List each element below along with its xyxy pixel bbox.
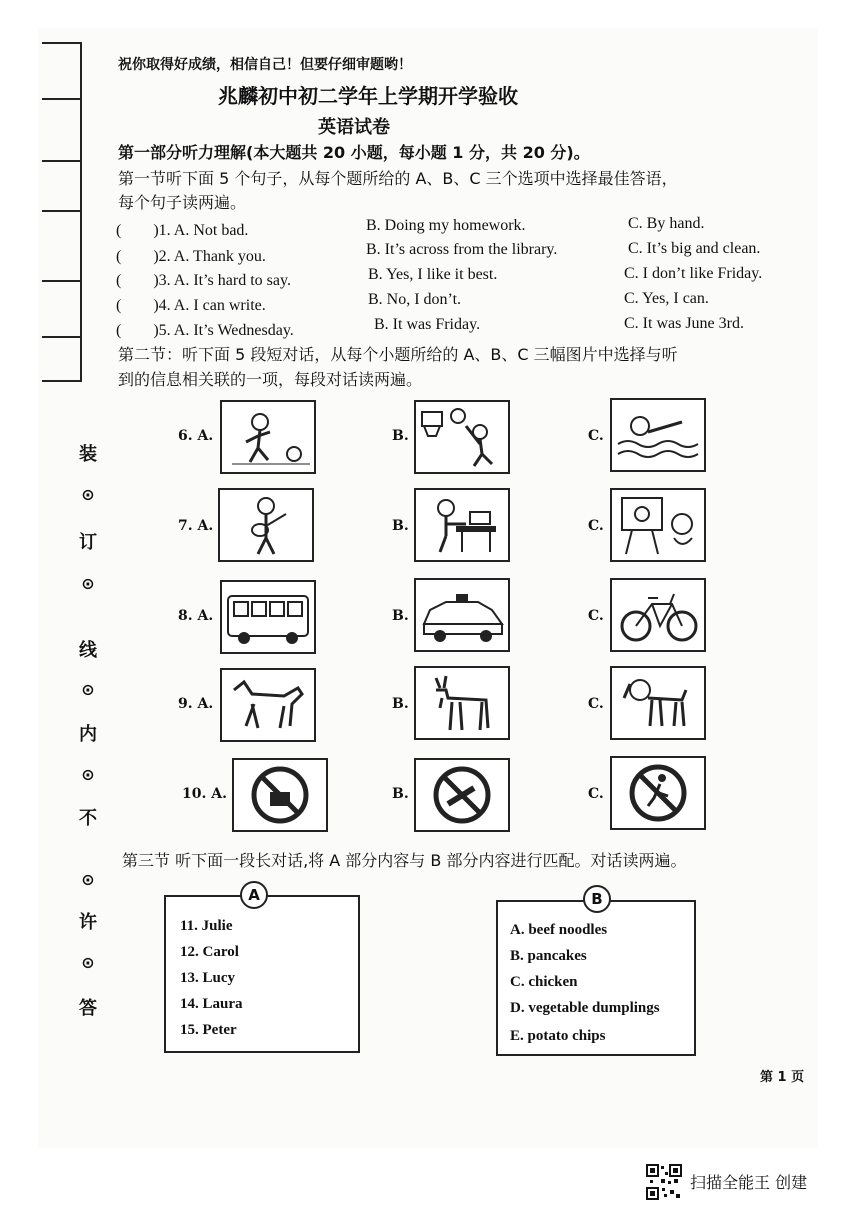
food-item: B. pancakes bbox=[510, 948, 587, 964]
swimming-icon bbox=[610, 398, 706, 472]
picture-label: 8. A. bbox=[178, 608, 214, 624]
scanner-credit: 扫描全能王 创建 bbox=[690, 1173, 808, 1192]
car-icon bbox=[414, 578, 510, 652]
question-3-option-b: B. Yes, I like it best. bbox=[368, 266, 498, 283]
binding-circle: ⊙ bbox=[81, 765, 95, 784]
binding-circle: ⊙ bbox=[81, 680, 95, 699]
section2-instruction: 到的信息相关联的一项，每段对话读两遍。 bbox=[118, 370, 423, 389]
girl-playing-football-icon bbox=[220, 400, 316, 474]
subject-title: 英语试卷 bbox=[318, 117, 390, 138]
question-4-option-c: C. Yes, I can. bbox=[624, 290, 709, 307]
seal-divider bbox=[42, 98, 80, 100]
binding-circle: ⊙ bbox=[81, 870, 95, 889]
dog-icon bbox=[610, 666, 706, 740]
question-2-option-b: B. It’s across from the library. bbox=[366, 241, 558, 258]
question-5-option-a: ( )5. A. It’s Wednesday. bbox=[116, 322, 294, 339]
picture-label: 10. A. bbox=[182, 786, 227, 802]
seal-divider bbox=[42, 336, 80, 338]
section1-instruction: 每个句子读两遍。 bbox=[118, 193, 247, 212]
qr-code-icon bbox=[646, 1164, 682, 1200]
no-eating-sign-icon bbox=[232, 758, 328, 832]
question-1-option-c: C. By hand. bbox=[628, 215, 705, 232]
picture-label: B. bbox=[392, 428, 409, 444]
header-motto: 祝你取得好成绩，相信自己！但要仔细审题哟！ bbox=[118, 57, 412, 73]
picture-label: C. bbox=[588, 518, 604, 534]
question-4-option-b: B. No, I don’t. bbox=[368, 291, 462, 308]
part1-title: 第一部分听力理解(本大题共 20 小题，每小题 1 分，共 20 分)。 bbox=[118, 143, 590, 162]
seal-divider bbox=[42, 210, 80, 212]
picture-label: C. bbox=[588, 696, 604, 712]
picture-label: B. bbox=[392, 786, 409, 802]
student-writing-icon bbox=[414, 488, 510, 562]
food-item: D. vegetable dumplings bbox=[510, 1000, 660, 1016]
name-item: 14. Laura bbox=[180, 996, 243, 1012]
question-3-option-a: ( )3. A. It’s hard to say. bbox=[116, 272, 291, 289]
name-item: 11. Julie bbox=[180, 918, 233, 934]
binding-circle: ⊙ bbox=[81, 953, 95, 972]
picture-label: 6. A. bbox=[178, 428, 214, 444]
binding-mark: 答 bbox=[79, 998, 97, 1019]
page-number: 第 1 页 bbox=[760, 1070, 805, 1085]
picture-label: 7. A. bbox=[178, 518, 214, 534]
question-1-option-b: B. Doing my homework. bbox=[366, 217, 526, 234]
bicycle-icon bbox=[610, 578, 706, 652]
binding-circle: ⊙ bbox=[81, 574, 95, 593]
question-4-option-a: ( )4. A. I can write. bbox=[116, 297, 266, 314]
food-item: C. chicken bbox=[510, 974, 578, 990]
picture-label: B. bbox=[392, 608, 409, 624]
school-title: 兆麟初中初二学年上学期开学验收 bbox=[218, 84, 518, 108]
horse-icon bbox=[220, 668, 316, 742]
name-item: 15. Peter bbox=[180, 1022, 237, 1038]
binding-mark: 线 bbox=[79, 640, 97, 661]
question-2-option-a: ( )2. A. Thank you. bbox=[116, 248, 266, 265]
binding-circle: ⊙ bbox=[81, 485, 95, 504]
boy-playing-guitar-icon bbox=[218, 488, 314, 562]
picture-label: C. bbox=[588, 786, 604, 802]
question-2-option-c: C. It’s big and clean. bbox=[628, 240, 761, 257]
seal-box bbox=[42, 42, 82, 382]
question-5-option-c: C. It was June 3rd. bbox=[624, 315, 744, 332]
question-5-option-b: B. It was Friday. bbox=[374, 316, 481, 333]
question-3-option-c: C. I don’t like Friday. bbox=[624, 265, 763, 282]
question-1-option-a: ( )1. A. Not bad. bbox=[116, 222, 249, 239]
picture-label: B. bbox=[392, 696, 409, 712]
name-item: 12. Carol bbox=[180, 944, 239, 960]
seal-divider bbox=[42, 280, 80, 282]
boy-playing-basketball-icon bbox=[414, 400, 510, 474]
picture-label: C. bbox=[588, 608, 604, 624]
name-item: 13. Lucy bbox=[180, 970, 236, 986]
binding-mark: 订 bbox=[79, 532, 97, 553]
section1-instruction: 第一节听下面 5 个句子，从每个题所给的 A、B、C 三个选项中选择最佳答语， bbox=[118, 169, 678, 188]
bus-icon bbox=[220, 580, 316, 654]
picture-label: C. bbox=[588, 428, 604, 444]
food-item: E. potato chips bbox=[510, 1028, 606, 1044]
food-item: A. beef noodles bbox=[510, 922, 608, 938]
picture-label: B. bbox=[392, 518, 409, 534]
section2-instruction: 第二节：听下面 5 段短对话，从每个小题所给的 A、B、C 三幅图片中选择与听 bbox=[118, 345, 678, 364]
no-smoking-sign-icon bbox=[414, 758, 510, 832]
binding-mark: 不 bbox=[79, 808, 97, 829]
binding-mark: 装 bbox=[79, 444, 97, 465]
picture-label: 9. A. bbox=[178, 696, 214, 712]
painting-easel-icon bbox=[610, 488, 706, 562]
box-b-letter: B bbox=[583, 885, 611, 913]
goat-icon bbox=[414, 666, 510, 740]
no-running-sign-icon bbox=[610, 756, 706, 830]
box-a-letter: A bbox=[240, 881, 268, 909]
section3-instruction: 第三节 听下面一段长对话,将 A 部分内容与 B 部分内容进行匹配。对话读两遍。 bbox=[122, 851, 687, 870]
binding-mark: 内 bbox=[79, 724, 97, 745]
seal-divider bbox=[42, 160, 80, 162]
binding-mark: 许 bbox=[79, 912, 97, 933]
